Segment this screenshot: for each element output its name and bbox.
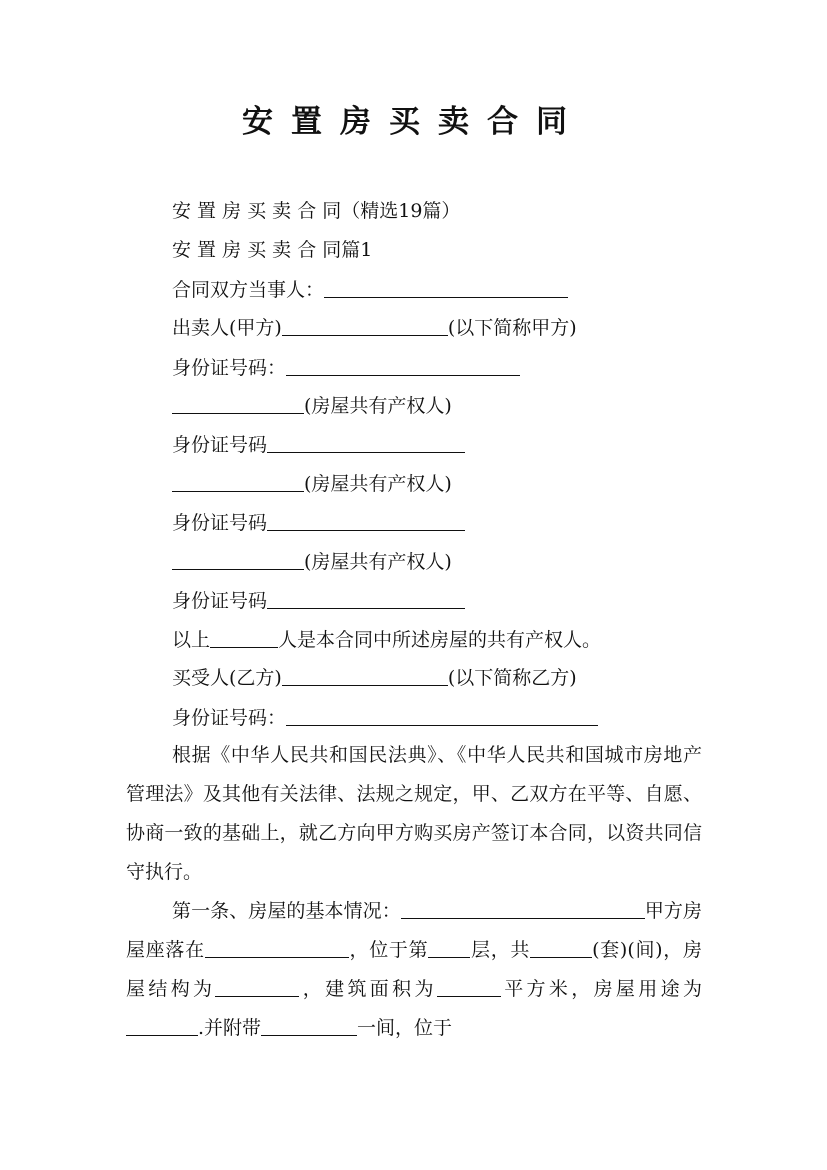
seller-id-line — [172, 354, 520, 382]
co-owner-line-1 — [172, 392, 452, 420]
co-owner-id-label-1: 身份证号码 — [172, 434, 268, 456]
seller-blank[interactable] — [282, 315, 448, 336]
co-owner-count-prefix: 以上 — [172, 629, 211, 651]
co-owner-id-line-2 — [172, 509, 465, 537]
co-owner-id-label-2: 身份证号码 — [172, 512, 268, 534]
seller-line — [172, 314, 577, 342]
structure-blank[interactable] — [215, 976, 299, 997]
co-owner-id-blank-1[interactable] — [267, 432, 465, 453]
co-owner-blank-2[interactable] — [172, 471, 304, 492]
location-label: 甲方房屋座落在 — [126, 900, 702, 961]
co-owner-count-blank[interactable] — [210, 627, 278, 648]
co-owner-id-line-3 — [172, 587, 465, 615]
buyer-id-label: 身份证号码： — [172, 707, 287, 729]
attached-location-label: 一间，位于 — [357, 1017, 453, 1039]
floor-label: ，位于第 — [348, 939, 429, 961]
co-owner-line-3 — [172, 548, 452, 576]
buyer-line — [172, 664, 577, 692]
area-blank[interactable] — [437, 976, 501, 997]
article-one-blank[interactable] — [401, 898, 645, 919]
usage-label: 平方米，房屋用途为 — [500, 978, 702, 1000]
co-owner-count-suffix: 人是本合同中所述房屋的共有产权人。 — [278, 629, 602, 651]
total-label: 层，共 — [470, 939, 531, 961]
buyer-id-blank[interactable] — [286, 705, 598, 726]
subtitle-text: 安 置 房 买 卖 合 同（精选19篇） — [172, 200, 461, 222]
co-owner-blank-3[interactable] — [172, 549, 304, 570]
location-blank[interactable] — [205, 937, 349, 958]
attached-blank[interactable] — [261, 1015, 357, 1036]
parties-line — [172, 276, 568, 304]
co-owner-label-2: (房屋共有产权人) — [304, 473, 452, 495]
co-owner-id-label-3: 身份证号码 — [172, 590, 268, 612]
floor-blank[interactable] — [428, 937, 470, 958]
co-owner-id-blank-3[interactable] — [267, 588, 465, 609]
co-owner-label-1: (房屋共有产权人) — [304, 395, 452, 417]
co-owner-id-blank-2[interactable] — [267, 510, 465, 531]
section-heading-text: 安 置 房 买 卖 合 同篇1 — [172, 239, 373, 261]
seller-id-blank[interactable] — [286, 355, 520, 376]
area-label: ，建筑面积为 — [299, 978, 437, 1000]
buyer-id-line — [172, 704, 598, 732]
article-one-paragraph — [126, 892, 702, 1048]
parties-blank[interactable] — [324, 277, 568, 298]
structure-label: (套)(间)，房屋结构为 — [126, 939, 702, 1000]
co-owner-line-2 — [172, 470, 452, 498]
seller-note: (以下简称甲方) — [447, 317, 577, 339]
article-one-heading: 第一条、房屋的基本情况： — [172, 900, 401, 922]
legal-basis-paragraph: 根据《中华人民共和国民法典》、《中华人民共和国城市房地产管理法》及其他有关法律、法规之规定，甲、乙双方在平等、自愿、协商一致的基础上，就乙方向甲方购买房产签订本合同，以资共同信守执行。 — [126, 744, 702, 883]
attached-label: .并附带 — [198, 1017, 262, 1039]
section-heading — [172, 236, 372, 264]
buyer-note: (以下简称乙方) — [447, 667, 577, 689]
usage-blank[interactable] — [126, 1015, 198, 1036]
buyer-label: 买受人(乙方) — [172, 667, 282, 689]
co-owner-count-line — [172, 626, 601, 654]
parties-label: 合同双方当事人： — [172, 279, 325, 301]
buyer-blank[interactable] — [282, 665, 448, 686]
co-owner-id-line-1 — [172, 431, 465, 459]
co-owner-blank-1[interactable] — [172, 393, 304, 414]
document-title: 安置房买卖合同 — [242, 104, 585, 140]
seller-label: 出卖人(甲方) — [172, 317, 282, 339]
co-owner-label-3: (房屋共有产权人) — [304, 551, 452, 573]
total-blank[interactable] — [530, 937, 592, 958]
subtitle-line — [172, 197, 460, 225]
seller-id-label: 身份证号码： — [172, 357, 287, 379]
